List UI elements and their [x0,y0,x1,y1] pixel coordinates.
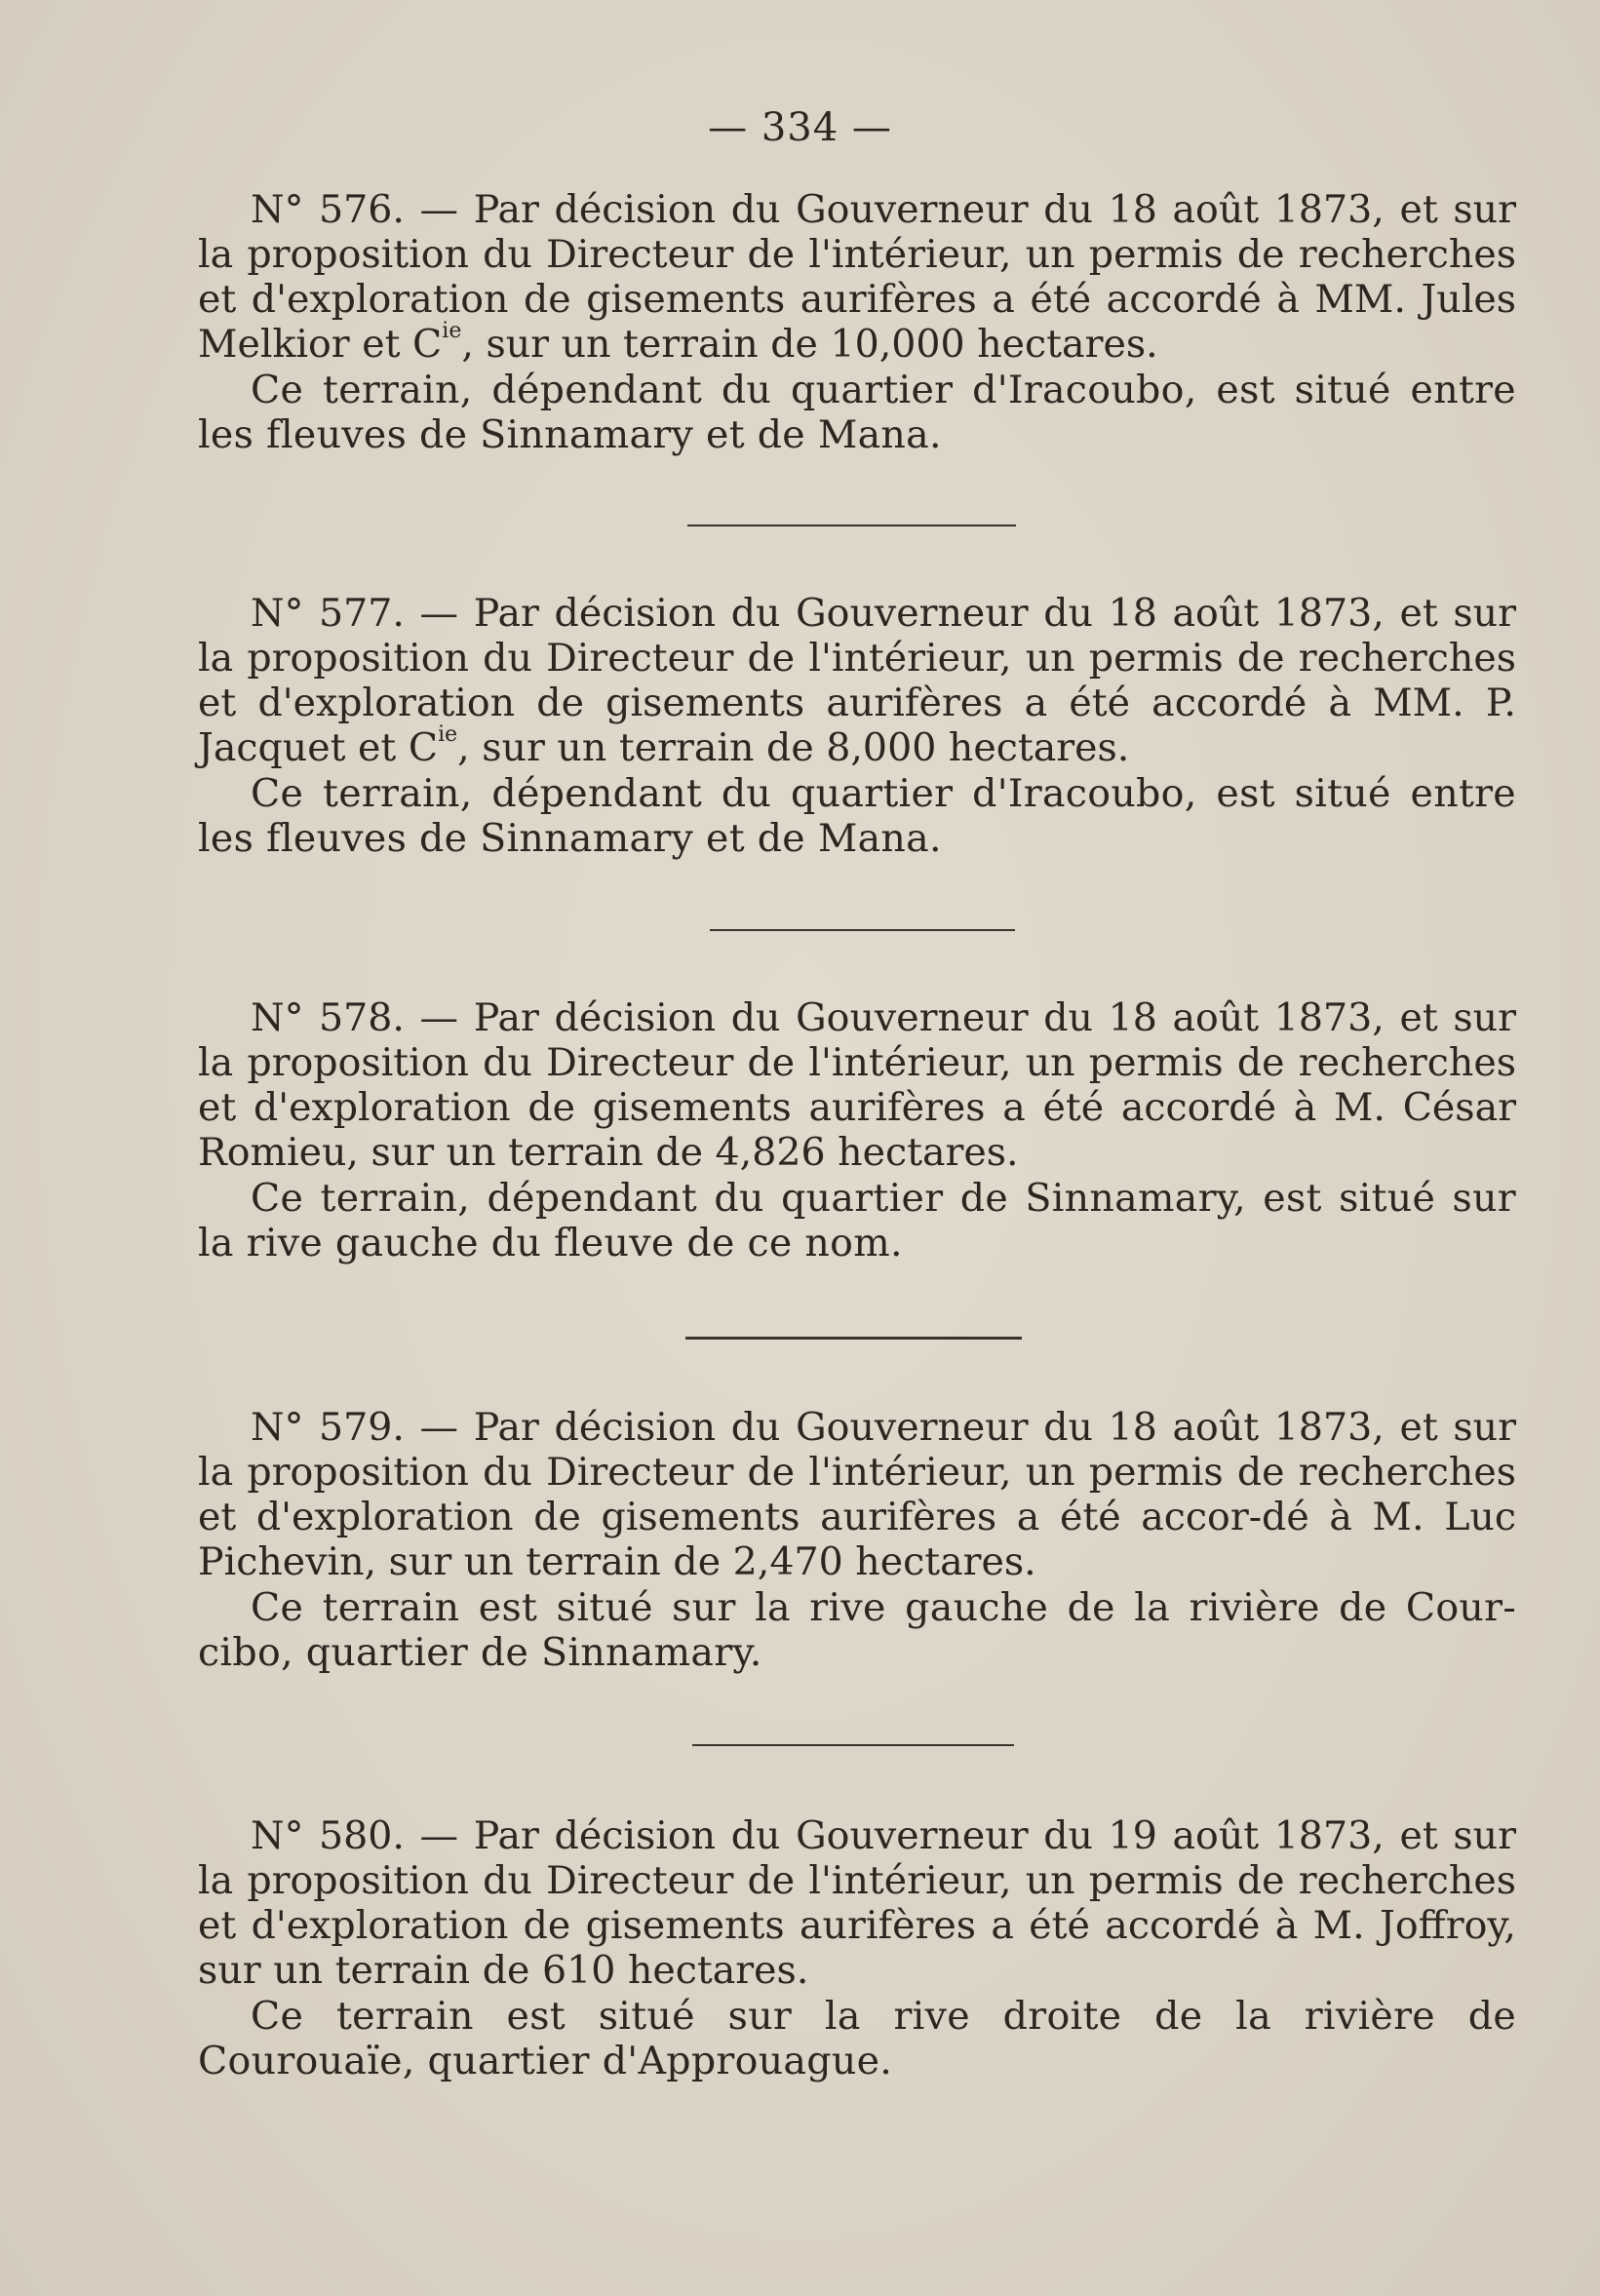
entry-576-number: N° 576. [251,187,405,232]
entry-576-sup: ie [442,318,462,343]
entry-577-paragraph-2: Ce terrain, dépendant du quartier d'Iracoubo, est situé entre les fleuves de Sinnamary et de Mana. [198,771,1516,861]
entry-579-text: Par décision du Gouverneur du 18 août 1873, et sur la proposition du Directeur de l'intérieur, un permis de recherches et d'exploration de gisements aurifères a été accor-dé à M. Luc Pichevin, sur un terrain de 2,470 hectares. [198,1405,1516,1584]
entry-577-text: Par décision du Gouverneur du 18 août 1873, et sur la proposition du Directeur de l'intérieur, un permis de recherches et d'exploration de gisements aurifères a été accordé à MM. P. Jacquet et C [198,591,1516,770]
entry-578 [198,995,1516,1265]
entry-576 [198,187,1516,457]
entry-579-dash: — [419,1405,459,1450]
entry-580-dash: — [419,1813,459,1858]
entry-576-dash: — [419,187,459,232]
entry-576-text: Par décision du Gouverneur du 18 août 1873, et sur la proposition du Directeur de l'intérieur, un permis de recherches et d'exploration de gisements aurifères a été accordé à MM. Jules Melkior et C [198,187,1516,367]
entry-576-text-end: , sur un terrain de 10,000 hectares. [461,322,1158,367]
separator-rule [687,525,1016,526]
separator-rule [710,929,1015,931]
page-number: — 334 — [708,105,892,150]
entry-577 [198,591,1516,861]
entry-577-dash: — [419,591,459,636]
entry-580-paragraph-2: Ce terrain est situé sur la rive droite de la rivière de Courouaïe, quartier d'Approuague. [198,1994,1516,2083]
entry-577-sup: ie [438,721,458,747]
entry-577-number: N° 577. [251,591,405,636]
entry-579-number: N° 579. [251,1405,405,1450]
entry-580-number: N° 580. [251,1813,405,1858]
entry-578-paragraph-1 [198,995,1516,1175]
separator-rule [685,1337,1022,1340]
entry-578-dash: — [419,995,459,1040]
entry-580-paragraph-1 [198,1813,1516,1993]
entry-579-paragraph-2: Ce terrain est situé sur la rive gauche de la rivière de Cour-cibo, quartier de Sinnamary. [198,1585,1516,1675]
entry-579 [198,1405,1516,1675]
entry-580 [198,1813,1516,2083]
separator-rule [692,1744,1014,1746]
entry-577-paragraph-1 [198,591,1516,770]
entry-577-text-end: , sur un terrain de 8,000 hectares. [457,725,1130,770]
entry-579-paragraph-1 [198,1405,1516,1584]
entry-578-text: Par décision du Gouverneur du 18 août 1873, et sur la proposition du Directeur de l'intérieur, un permis de recherches et d'exploration de gisements aurifères a été accordé à M. César Romieu, sur un terrain de 4,826 hectares. [198,995,1516,1175]
entry-576-paragraph-1 [198,187,1516,367]
entry-580-text: Par décision du Gouverneur du 19 août 1873, et sur la proposition du Directeur de l'intérieur, un permis de recherches et d'exploration de gisements aurifères a été accordé à M. Joffroy, sur un terrain de 610 hectares. [198,1813,1516,1993]
entry-578-paragraph-2: Ce terrain, dépendant du quartier de Sinnamary, est situé sur la rive gauche du fleuve de ce nom. [198,1176,1516,1265]
entry-578-number: N° 578. [251,995,405,1040]
entry-576-paragraph-2: Ce terrain, dépendant du quartier d'Iracoubo, est situé entre les fleuves de Sinnamary et de Mana. [198,368,1516,457]
